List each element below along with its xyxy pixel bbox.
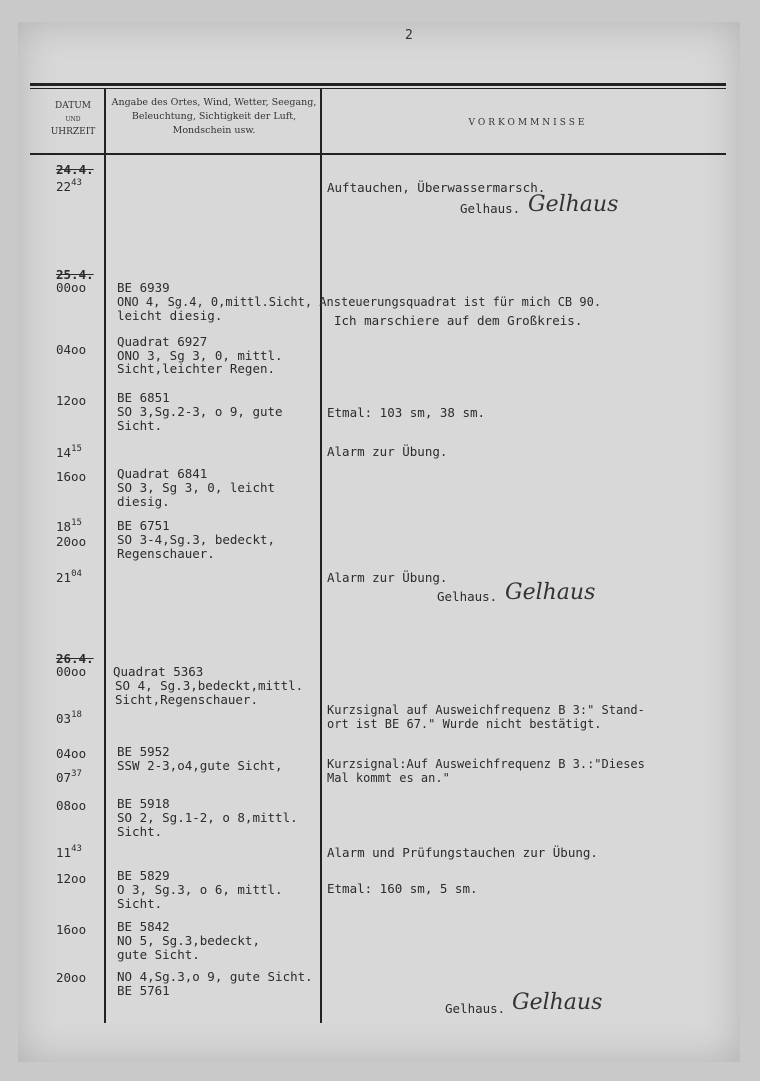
header-date-word: DATUM: [54, 101, 92, 111]
header-date-time: [44, 100, 102, 139]
location-text: diesig.: [117, 494, 170, 509]
location-text: BE 5829: [117, 868, 170, 883]
time-entry: 08oo: [56, 798, 87, 813]
location-text: BE 5842: [117, 919, 170, 934]
time-entry: 20oo: [56, 534, 87, 549]
date-24-4: 24.4.: [56, 162, 94, 177]
event-text: Etmal: 103 sm, 38 sm.: [327, 405, 486, 420]
top-rule-thin: [30, 88, 726, 89]
event-text: Kurzsignal auf Ausweichfrequenz B 3:" Stand-: [327, 703, 645, 717]
time-entry: [56, 446, 82, 459]
event-text: Kurzsignal:Auf Ausweichfrequenz B 3.:"Dieses: [327, 757, 645, 771]
time-entry: [56, 712, 82, 725]
time-entry: [56, 846, 82, 859]
time-entry: [56, 771, 82, 784]
time-entry: 04oo: [56, 342, 87, 357]
time-entry: 04oo: [56, 746, 87, 761]
location-text: leicht diesig.: [117, 308, 223, 323]
location-text: SO 2, Sg.1-2, o 8,mittl.: [117, 810, 298, 825]
location-text: NO 4,Sg.3,o 9, gute Sicht.: [117, 969, 313, 984]
location-text: SO 3, Sg 3, 0, leicht: [117, 480, 276, 495]
time-entry: [56, 520, 82, 533]
event-text: Alarm zur Übung.: [327, 570, 448, 585]
location-text: Sicht,Regenschauer.: [115, 692, 258, 707]
location-text: Regenschauer.: [117, 546, 215, 561]
location-text: ONO 4, Sg.4, 0,mittl.Sicht, Ansteuerungsquadrat ist für mich CB 90.: [117, 295, 602, 309]
time-hour: 21: [56, 570, 72, 585]
time-minute: 43: [71, 178, 82, 188]
time-hour: 22: [56, 179, 72, 194]
location-text: SO 3,Sg.2-3, o 9, gute: [117, 404, 283, 419]
handwritten-signature: Gelhaus: [528, 192, 619, 217]
location-text: Sicht,leichter Regen.: [117, 361, 276, 376]
time-hour: 14: [56, 445, 72, 460]
time-entry: 16oo: [56, 922, 87, 937]
event-text: Ich marschiere auf dem Großkreis.: [334, 313, 583, 328]
time-entry: 20oo: [56, 970, 87, 985]
time-minute: 43: [71, 844, 82, 854]
column-divider-1: [104, 88, 106, 1023]
header-location: Angabe des Ortes, Wind, Wetter, Seegang, Beleuchtung, Sichtigkeit der Luft, Mondschein usw.: [111, 97, 317, 136]
time-minute: 15: [71, 518, 82, 528]
location-text: SO 3-4,Sg.3, bedeckt,: [117, 532, 276, 547]
date-25-4: 25.4.: [56, 267, 94, 282]
time-entry: 12oo: [56, 393, 87, 408]
location-text: NO 5, Sg.3,bedeckt,: [117, 933, 260, 948]
header-rule: [30, 153, 726, 155]
handwritten-signature: Gelhaus: [505, 580, 596, 605]
location-text: BE 6939: [117, 280, 170, 295]
time-entry: 16oo: [56, 469, 87, 484]
header-events: VORKOMMNISSE: [468, 118, 588, 128]
location-text: BE 5761: [117, 983, 170, 998]
location-text: BE 6751: [117, 518, 170, 533]
column-divider-2: [320, 88, 322, 1023]
event-signature-name: Gelhaus.: [445, 1001, 506, 1016]
location-text: SSW 2-3,o4,gute Sicht,: [117, 758, 283, 773]
header-und-word: und: [65, 114, 81, 124]
date-26-4: 26.4.: [56, 651, 94, 666]
time-minute: 04: [71, 569, 82, 579]
time-minute: 18: [71, 710, 82, 720]
time-minute: 15: [71, 444, 82, 454]
location-text: BE 5952: [117, 744, 170, 759]
event-text: Alarm zur Übung.: [327, 444, 448, 459]
event-text: Mal kommt es an.": [327, 771, 450, 785]
time-hour: 03: [56, 711, 72, 726]
time-minute: 37: [71, 769, 82, 779]
location-text: Sicht.: [117, 418, 163, 433]
time-entry: [56, 571, 82, 584]
location-text: Sicht.: [117, 896, 163, 911]
location-text: gute Sicht.: [117, 947, 200, 962]
handwritten-signature: Gelhaus: [512, 990, 603, 1015]
time-hour: 07: [56, 770, 72, 785]
location-text: Quadrat 5363: [113, 664, 204, 679]
event-signature-name: Gelhaus.: [460, 201, 521, 216]
event-text: Etmal: 160 sm, 5 sm.: [327, 881, 478, 896]
time-hour: 18: [56, 519, 72, 534]
page-number: 2: [405, 28, 413, 43]
event-signature-name: Gelhaus.: [437, 589, 498, 604]
location-text: Quadrat 6841: [117, 466, 208, 481]
time-entry: 12oo: [56, 871, 87, 886]
location-text: O 3, Sg.3, o 6, mittl.: [117, 882, 283, 897]
location-text: BE 5918: [117, 796, 170, 811]
time-entry: 00oo: [56, 664, 87, 679]
top-rule: [30, 83, 726, 86]
time-hour: 11: [56, 845, 72, 860]
event-text: ort ist BE 67." Wurde nicht bestätigt.: [327, 717, 602, 731]
time-entry: [56, 180, 82, 193]
location-text: BE 6851: [117, 390, 170, 405]
location-text: Quadrat 6927: [117, 334, 208, 349]
location-text: SO 4, Sg.3,bedeckt,mittl.: [115, 678, 304, 693]
event-text: Auftauchen, Überwassermarsch.: [327, 180, 546, 195]
event-text: Alarm und Prüfungstauchen zur Übung.: [327, 845, 598, 860]
header-time-word: UHRZEIT: [50, 127, 96, 137]
location-text: Sicht.: [117, 824, 163, 839]
time-entry: 00oo: [56, 280, 87, 295]
location-text: ONO 3, Sg 3, 0, mittl.: [117, 348, 283, 363]
